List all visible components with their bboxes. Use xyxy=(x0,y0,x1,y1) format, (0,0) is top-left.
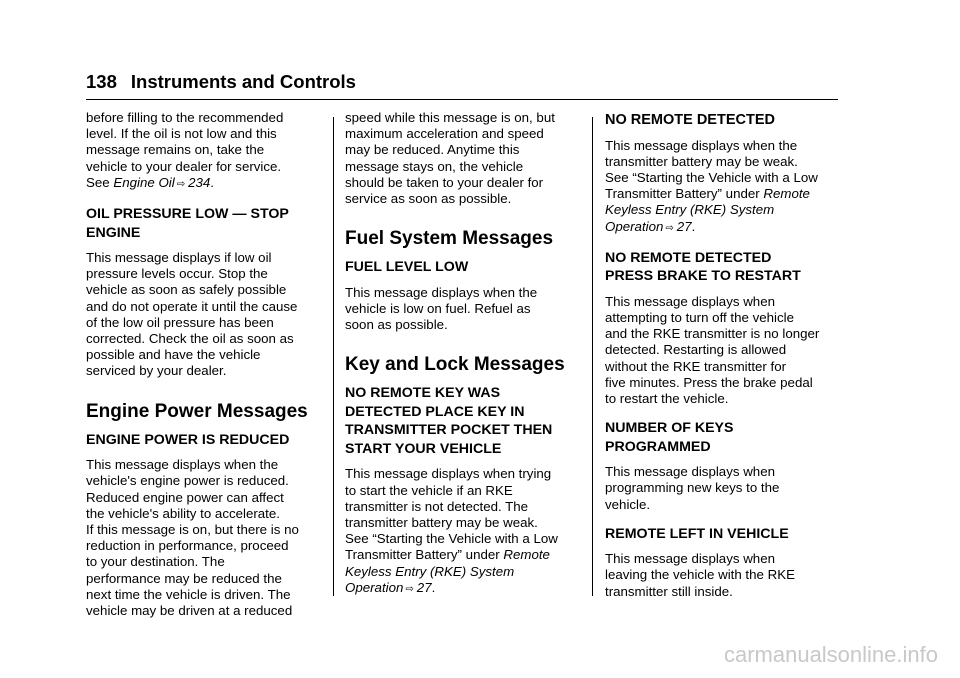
no-remote-key-paragraph: This message displays when trying to start the vehicle if an RKE transmitter is not detected. The transmitter battery may be weak. See “Starting the Vehicle with a Low Transmitter Battery” under Remote Keyless Entry (RKE) System Operation ⇨ 27. xyxy=(345,466,558,595)
no-remote-detected-heading: NO REMOTE DETECTED xyxy=(605,112,775,128)
fuel-system-section-title: Fuel System Messages xyxy=(345,228,554,250)
rke-page-ref-1[interactable]: 27 xyxy=(416,579,432,595)
rke-link-2c[interactable]: Operation xyxy=(605,218,664,234)
number-of-keys-paragraph: This message displays when programming new keys to the vehicle. xyxy=(605,464,780,512)
remote-left-paragraph: This message displays when leaving the vehicle with the RKE transmitter still inside. xyxy=(605,551,795,599)
number-of-keys-heading: NUMBER OF KEYS PROGRAMMED xyxy=(605,420,734,455)
page-ref-arrow-icon: ⇨ xyxy=(665,222,674,234)
page-header xyxy=(86,71,356,93)
engine-oil-page-ref[interactable]: 234 xyxy=(188,174,211,190)
column-2 xyxy=(345,110,581,598)
fuel-level-low-heading: FUEL LEVEL LOW xyxy=(345,259,469,276)
rke-link-1[interactable]: Remote xyxy=(503,547,550,563)
section-title: Instruments and Controls xyxy=(130,71,356,92)
rke-link-1c[interactable]: Operation xyxy=(345,579,404,595)
remote-left-heading: REMOTE LEFT IN VEHICLE xyxy=(605,525,789,542)
no-remote-key-heading: NO REMOTE KEY WAS DETECTED PLACE KEY IN TRANSMITTER POCKET THEN START YOUR VEHICLE xyxy=(345,385,553,457)
no-remote-detected-paragraph: This message displays when the transmitter battery may be weak. See “Starting the Vehicle with a Low Transmitter Battery” under Remote Keyless Entry (RKE) System Operation ⇨ 27. xyxy=(605,137,818,234)
page-number: 138 xyxy=(86,71,117,92)
no-remote-press-brake-heading: NO REMOTE DETECTED PRESS BRAKE TO RESTART xyxy=(605,249,801,285)
column-3 xyxy=(605,110,841,600)
page-ref-arrow-icon: ⇨ xyxy=(176,178,186,190)
engine-power-heading: ENGINE POWER IS REDUCED xyxy=(86,431,290,448)
watermark: carmanualsonline.info xyxy=(723,642,938,667)
oil-intro-paragraph: before filling to the recommended level. If the oil is not low and this message remains on, take the vehicle to your dealer for service. See Engine Oil ⇨ 234. xyxy=(86,110,284,190)
column-divider-2 xyxy=(592,117,593,596)
engine-power-section-title: Engine Power Messages xyxy=(86,400,308,422)
engine-power-continued-paragraph: speed while this message is on, but maximum acceleration and speed may be reduced. Anytime this message stays on, the vehicle should be taken to your dealer for service as soon as possible. xyxy=(345,110,555,207)
rke-link-2[interactable]: Remote xyxy=(763,186,810,202)
engine-power-paragraph: This message displays when the vehicle's engine power is reduced. Reduced engine power can affect the vehicle's ability to accelerate. If this message is on, but there is no reduction in performance, proceed to your destination. The performance may be reduced the next time the vehicle is driven. The vehicle may be driven at a reduced xyxy=(86,457,299,618)
rke-page-ref-2[interactable]: 27 xyxy=(676,218,692,234)
column-1 xyxy=(86,110,322,619)
oil-pressure-paragraph: This message displays if low oil pressure levels occur. Stop the vehicle as soon as safely possible and do not operate it until the cause of the low oil pressure has been corrected. Check the oil as soon as possible and have the vehicle serviced by your dealer. xyxy=(86,250,298,379)
fuel-level-low-paragraph: This message displays when the vehicle is low on fuel. Refuel as soon as possible. xyxy=(345,284,538,333)
rke-link-2b[interactable]: Keyless Entry (RKE) System xyxy=(605,202,775,218)
key-lock-section-title: Key and Lock Messages xyxy=(345,354,565,376)
rke-link-1b[interactable]: Keyless Entry (RKE) System xyxy=(345,563,515,579)
header-rule xyxy=(86,99,838,100)
column-divider-1 xyxy=(333,117,334,596)
engine-oil-link[interactable]: Engine Oil xyxy=(113,174,175,190)
oil-pressure-heading: OIL PRESSURE LOW — STOP ENGINE xyxy=(86,206,289,241)
page-ref-arrow-icon: ⇨ xyxy=(405,583,414,595)
no-remote-press-brake-paragraph: This message displays when attempting to turn off the vehicle and the RKE transmitter is no longer detected. Restarting is allowed without the RKE transmitter for five minutes. Press the brake pedal to restart the vehicle. xyxy=(605,293,820,406)
